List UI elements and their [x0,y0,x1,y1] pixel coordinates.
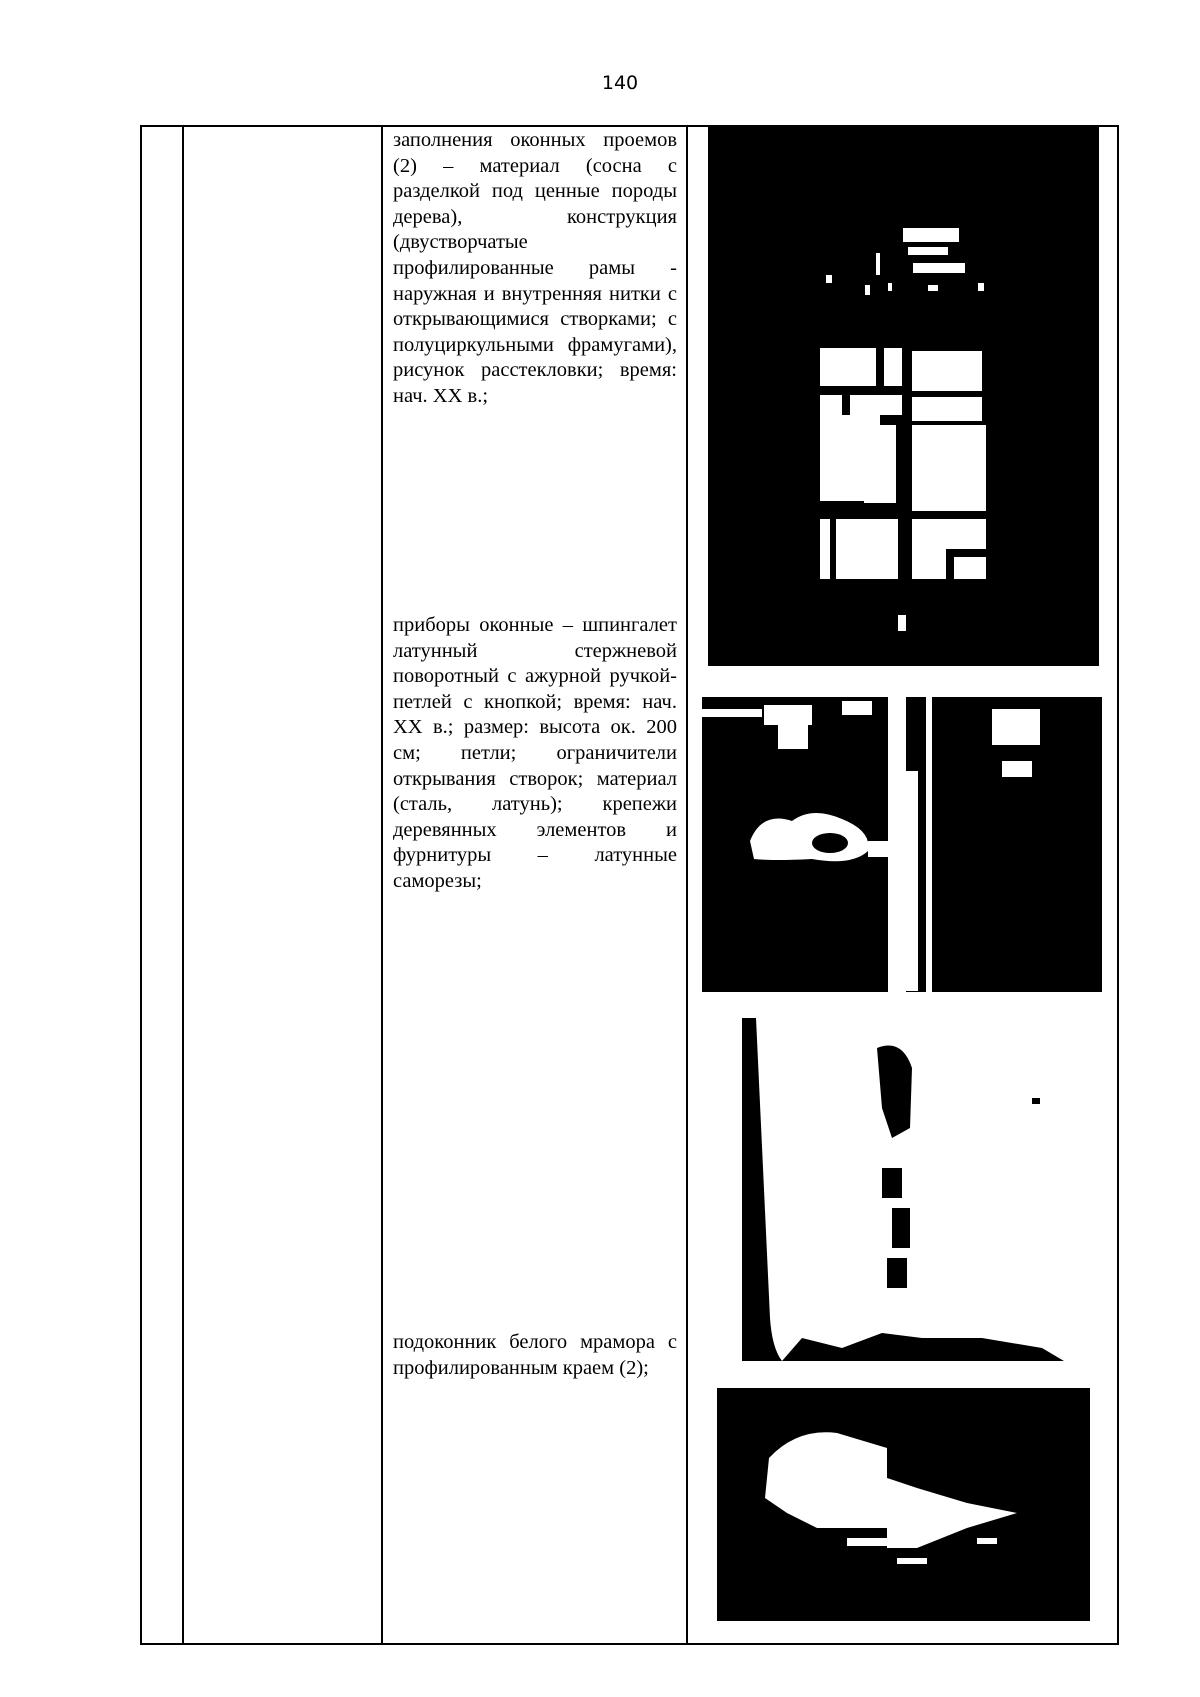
sill-photo [717,1388,1090,1621]
page-number: 140 [601,72,639,94]
cell-object-name [184,127,381,1643]
column-divider-3 [686,125,688,1645]
cell-number [142,127,182,1643]
wall-photo [742,1018,1064,1361]
latch-photo [702,691,1102,992]
windowsill-description: подоконник белого мрамора с профилированным краем (2); [393,1331,677,1379]
window-photo [708,125,1099,666]
window-fill-description: заполнения оконных проемов (2) – материал (сосна с разделкой под ценные породы дерева), конструкция (двустворчатые профилированные рамы - наружная и внутренняя нитки с открывающимися створками; с полуциркульными фрамугами), рисунок расстекловки; время: нач. XX в.; [393,129,677,407]
window-hardware-description: приборы оконные – шпингалет латунный стержневой поворотный с ажурной ручкой-петлей с кнопкой; время: нач. XX в.; размер: высота ок. 200 см; петли; ограничители открывания створок; материал (сталь, латунь); крепежи деревянных элементов и фурнитуры – латунные саморезы; [393,614,677,892]
column-divider-2 [381,125,383,1645]
